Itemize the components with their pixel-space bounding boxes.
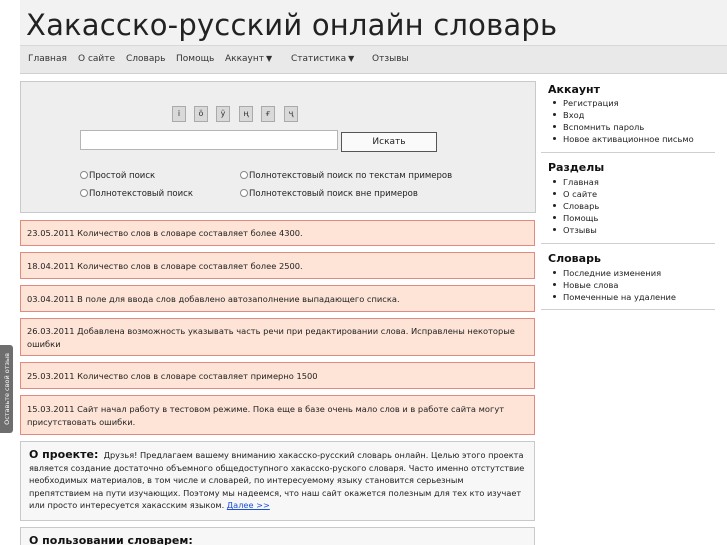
news-item: 25.03.2011 Количество слов в словаре составляет примерно 1500 — [20, 362, 535, 389]
radio-circle-icon — [240, 171, 248, 179]
sidebar-item-marked-for-deletion[interactable]: Помеченные на удаление — [553, 292, 676, 302]
letter-button[interactable]: ӱ — [216, 106, 230, 122]
sidebar-item-recover-password[interactable]: Вспомнить пароль — [553, 122, 644, 132]
search-panel — [20, 81, 536, 213]
sidebar-divider — [541, 152, 715, 153]
site-header — [20, 0, 727, 46]
search-input[interactable] — [80, 130, 338, 150]
news-item: 18.04.2011 Количество слов в словаре составляет более 2500. — [20, 252, 535, 279]
sidebar-item-home[interactable]: Главная — [553, 177, 599, 187]
search-button[interactable]: Искать — [341, 132, 437, 152]
feedback-tab-label: Оставьте свой отзыв — [2, 353, 11, 425]
letter-button[interactable]: ң — [239, 106, 253, 122]
radio-circle-icon — [80, 171, 88, 179]
nav-item-about[interactable]: О сайте — [78, 54, 116, 64]
sidebar-item-help[interactable]: Помощь — [553, 213, 598, 223]
letter-button[interactable]: ғ — [261, 106, 275, 122]
news-item: 26.03.2011 Добавлена возможность указывать часть речи при редактировании слова. Исправлены некоторые ошибки — [20, 318, 535, 356]
nav-item-help[interactable]: Помощь — [176, 54, 215, 64]
about-project-box — [20, 441, 535, 521]
about-project-text: Друзья! Предлагаем вашему вниманию хакасско-русский словарь онлайн. Целью этого проекта является создание достаточно объемного общедоступного хакасско-руского словаря. Часто именно отстутствие необходимых материалов, в том числе и словарей, по интересуемому языку становится серьезным препятствием на пути изучающих. Поэтому мы надеемся, что наш сайт окажется полезным для тех кто изучает или просто интересуется хакасским языком. — [29, 450, 525, 510]
dropdown-arrow-icon: ▼ — [348, 54, 355, 63]
sidebar-title-account: Аккаунт — [548, 83, 601, 96]
sidebar-title-dictionary: Словарь — [548, 252, 601, 265]
nav-item-dictionary[interactable]: Словарь — [126, 54, 166, 64]
dropdown-arrow-icon: ▼ — [266, 54, 273, 63]
sidebar-item-login[interactable]: Вход — [553, 110, 584, 120]
letter-button[interactable]: ӧ — [194, 106, 208, 122]
sidebar — [541, 80, 727, 545]
news-item: 15.03.2011 Сайт начал работу в тестовом режиме. Пока еще в базе очень мало слов и в работе сайта могут присутствовать ошибки. — [20, 395, 535, 435]
site-title[interactable]: Хакасско-русский онлайн словарь — [26, 8, 558, 42]
news-item: 03.04.2011 В поле для ввода слов добавлено автозаполнение выпадающего списка. — [20, 285, 535, 312]
radio-circle-icon — [240, 189, 248, 197]
radio-fulltext-examples[interactable]: Полнотекстовый поиск по текстам примеров — [240, 171, 452, 181]
usage-title: О пользовании словарем: — [29, 534, 193, 545]
sidebar-item-register[interactable]: Регистрация — [553, 98, 619, 108]
sidebar-divider — [541, 309, 715, 310]
read-more-link[interactable]: Далее >> — [226, 500, 270, 510]
usage-box — [20, 527, 535, 545]
radio-simple-search[interactable]: Простой поиск — [80, 171, 155, 181]
nav-item-statistics[interactable]: Статистика ▼ — [291, 54, 355, 64]
sidebar-item-about[interactable]: О сайте — [553, 189, 597, 199]
sidebar-item-new-words[interactable]: Новые слова — [553, 280, 618, 290]
main-nav — [20, 46, 727, 74]
radio-fulltext-outside-examples[interactable]: Полнотекстовый поиск вне примеров — [240, 189, 418, 199]
news-item: 23.05.2011 Количество слов в словаре составляет более 4300. — [20, 220, 535, 246]
letter-button[interactable]: ҷ — [284, 106, 298, 122]
nav-item-home[interactable]: Главная — [28, 54, 67, 64]
sidebar-item-activation-letter[interactable]: Новое активационное письмо — [553, 134, 694, 144]
sidebar-title-sections: Разделы — [548, 161, 605, 174]
nav-item-account[interactable]: Аккаунт ▼ — [225, 54, 273, 64]
sidebar-item-dictionary[interactable]: Словарь — [553, 201, 599, 211]
radio-fulltext[interactable]: Полнотекстовый поиск — [80, 189, 193, 199]
sidebar-item-recent-changes[interactable]: Последние изменения — [553, 268, 661, 278]
about-project-title: О проекте: — [29, 448, 99, 461]
letter-button[interactable]: і — [172, 106, 186, 122]
nav-item-feedback[interactable]: Отзывы — [372, 54, 409, 64]
feedback-tab[interactable] — [0, 345, 13, 433]
sidebar-divider — [541, 243, 715, 244]
sidebar-item-feedback[interactable]: Отзывы — [553, 225, 597, 235]
radio-circle-icon — [80, 189, 88, 197]
